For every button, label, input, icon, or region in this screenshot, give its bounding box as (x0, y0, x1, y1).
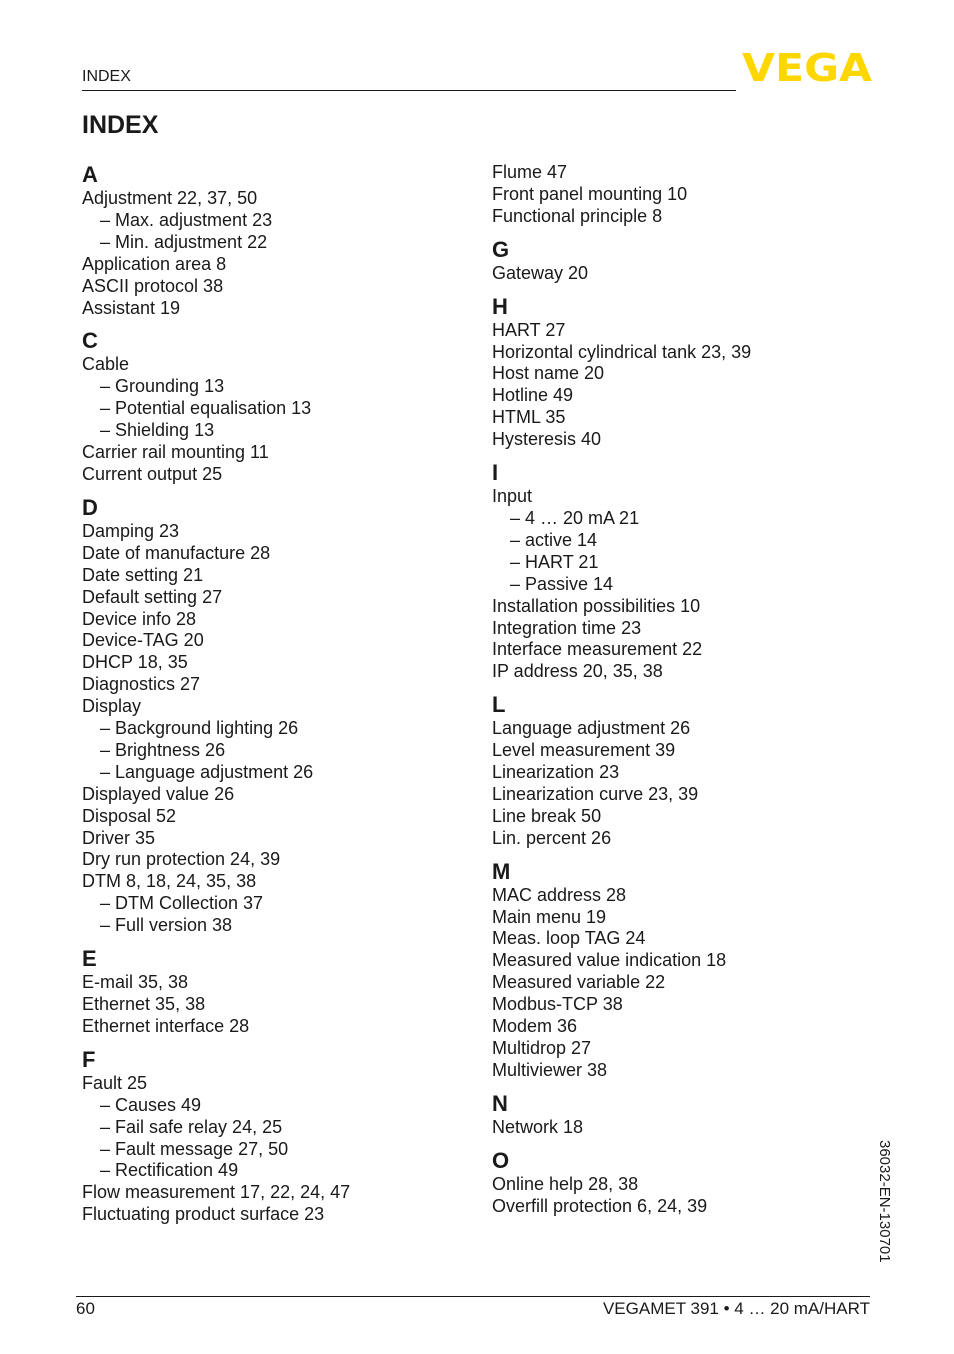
index-subentry: – active 14 (510, 529, 598, 550)
index-section (82, 328, 472, 485)
index-section (492, 859, 862, 1082)
index-entry: Horizontal cylindrical tank 23, 39 (492, 341, 752, 362)
index-entry: Ethernet interface 28 (82, 1015, 250, 1036)
index-section (82, 946, 472, 1038)
index-entry: Host name 20 (492, 363, 605, 384)
index-section (492, 692, 862, 849)
index-entry: Main menu 19 (492, 906, 607, 927)
index-entry: Hysteresis 40 (492, 429, 602, 450)
index-section (492, 162, 862, 228)
index-entry: Adjustment 22, 37, 50 (82, 188, 258, 208)
index-entry: Display (82, 696, 142, 717)
index-entry: Damping 23 (82, 520, 180, 541)
index-entry: Flow measurement 17, 22, 24, 47 (82, 1182, 351, 1203)
index-subentry: – Max. adjustment 23 (100, 209, 273, 230)
index-entry: DHCP 18, 35 (82, 652, 188, 673)
section-letter: H (492, 293, 508, 319)
index-column-left (82, 162, 472, 1235)
section-letter: E (82, 946, 97, 972)
index-entry: Fault 25 (82, 1072, 148, 1093)
index-subentry: – Brightness 26 (100, 739, 226, 760)
index-column-right (492, 162, 862, 1227)
index-entry: Interface measurement 22 (492, 639, 703, 660)
index-entry: HTML 35 (492, 407, 566, 428)
section-letter: M (492, 858, 511, 884)
index-entry: HART 27 (492, 319, 566, 340)
index-entry: Measured value indication 18 (492, 950, 727, 971)
running-header: INDEX (82, 68, 131, 85)
index-entry: Device-TAG 20 (82, 630, 204, 651)
index-entry: Cable (82, 354, 130, 375)
index-subentry: – Fail safe relay 24, 25 (100, 1116, 283, 1137)
index-entry: Device info 28 (82, 608, 197, 629)
section-letter: D (82, 494, 98, 520)
index-entry: Assistant 19 (82, 297, 181, 318)
document-code: 36032-EN-130701 (876, 1140, 893, 1263)
index-entry: Front panel mounting 10 (492, 183, 688, 204)
section-letter: I (492, 460, 499, 486)
section-letter: A (82, 162, 98, 187)
section-letter: N (492, 1090, 508, 1116)
page-title: INDEX (82, 111, 159, 139)
index-subentry: – Rectification 49 (100, 1160, 239, 1181)
index-entry: Diagnostics 27 (82, 674, 201, 695)
index-entry: Current output 25 (82, 463, 223, 484)
index-entry: DTM 8, 18, 24, 35, 38 (82, 871, 257, 892)
index-subentry: – HART 21 (510, 551, 599, 572)
index-entry: Functional principle 8 (492, 205, 663, 226)
document-title: VEGAMET 391 • 4 … 20 mA/HART (602, 1299, 870, 1318)
index-entry: Flume 47 (492, 162, 568, 182)
index-entry: Linearization curve 23, 39 (492, 783, 699, 804)
index-entry: Input (492, 486, 533, 507)
index-section (82, 495, 472, 937)
index-subentry: – Causes 49 (100, 1094, 202, 1115)
footer-rule (76, 1296, 870, 1297)
section-letter: O (492, 1147, 510, 1173)
index-section (492, 1148, 862, 1218)
index-entry: MAC address 28 (492, 884, 627, 905)
index-entry: Integration time 23 (492, 617, 642, 638)
index-entry: Dry run protection 24, 39 (82, 849, 281, 870)
section-letter: G (492, 236, 510, 262)
header-rule (82, 90, 736, 91)
vega-logo-text: VEGA (742, 50, 873, 84)
index-section (492, 294, 862, 451)
vega-logo (742, 50, 874, 84)
index-entry: Meas. loop TAG 24 (492, 928, 646, 949)
index-entry: ASCII protocol 38 (82, 275, 224, 296)
index-subentry: – Min. adjustment 22 (100, 231, 268, 252)
index-subentry: – Grounding 13 (100, 376, 225, 397)
index-section (492, 1091, 862, 1139)
index-entry: Disposal 52 (82, 805, 177, 826)
index-subentry: – DTM Collection 37 (100, 893, 264, 914)
index-entry: Modbus-TCP 38 (492, 994, 623, 1015)
page-number: 60 (76, 1299, 95, 1318)
index-subentry: – Fault message 27, 50 (100, 1138, 289, 1159)
index-entry: E-mail 35, 38 (82, 972, 189, 993)
index-entry: Ethernet 35, 38 (82, 994, 206, 1014)
index-entry: Installation possibilities 10 (492, 595, 701, 616)
index-section (82, 1047, 472, 1226)
index-entry: Lin. percent 26 (492, 827, 612, 848)
index-entry: Driver 35 (82, 827, 156, 848)
index-entry: Overfill protection 6, 24, 39 (492, 1195, 708, 1216)
index-entry: Hotline 49 (492, 385, 574, 406)
index-entry: Fluctuating product surface 23 (82, 1204, 325, 1225)
index-entry: Modem 36 (492, 1016, 578, 1037)
index-entry: Network 18 (492, 1116, 584, 1137)
index-entry: Default setting 27 (82, 586, 223, 607)
index-entry: Multiviewer 38 (492, 1059, 608, 1080)
index-section (82, 162, 472, 319)
index-entry: IP address 20, 35, 38 (492, 661, 663, 682)
section-letter: F (82, 1046, 96, 1072)
index-entry: Gateway 20 (492, 262, 589, 283)
index-entry: Level measurement 39 (492, 740, 676, 761)
index-entry: Measured variable 22 (492, 972, 666, 993)
index-subentry: – Passive 14 (510, 573, 614, 594)
index-subentry: – Background lighting 26 (100, 718, 299, 739)
index-subentry: – Language adjustment 26 (100, 761, 314, 782)
index-subentry: – 4 … 20 mA 21 (510, 507, 640, 528)
index-entry: Date setting 21 (82, 564, 204, 585)
index-entry: Application area 8 (82, 253, 227, 274)
index-entry: Date of manufacture 28 (82, 542, 271, 563)
index-subentry: – Shielding 13 (100, 420, 215, 441)
index-entry: Linearization 23 (492, 762, 620, 783)
index-entry: Line break 50 (492, 805, 602, 826)
index-entry: Displayed value 26 (82, 783, 235, 804)
section-letter: C (82, 328, 98, 354)
index-entry: Multidrop 27 (492, 1038, 592, 1058)
index-entry: Language adjustment 26 (492, 718, 691, 739)
index-entry: Carrier rail mounting 11 (82, 442, 269, 463)
index-subentry: – Full version 38 (100, 915, 233, 936)
section-letter: L (492, 692, 506, 718)
index-section (492, 237, 862, 285)
index-section (492, 460, 862, 683)
index-entry: Online help 28, 38 (492, 1173, 639, 1194)
index-subentry: – Potential equalisation 13 (100, 398, 312, 419)
